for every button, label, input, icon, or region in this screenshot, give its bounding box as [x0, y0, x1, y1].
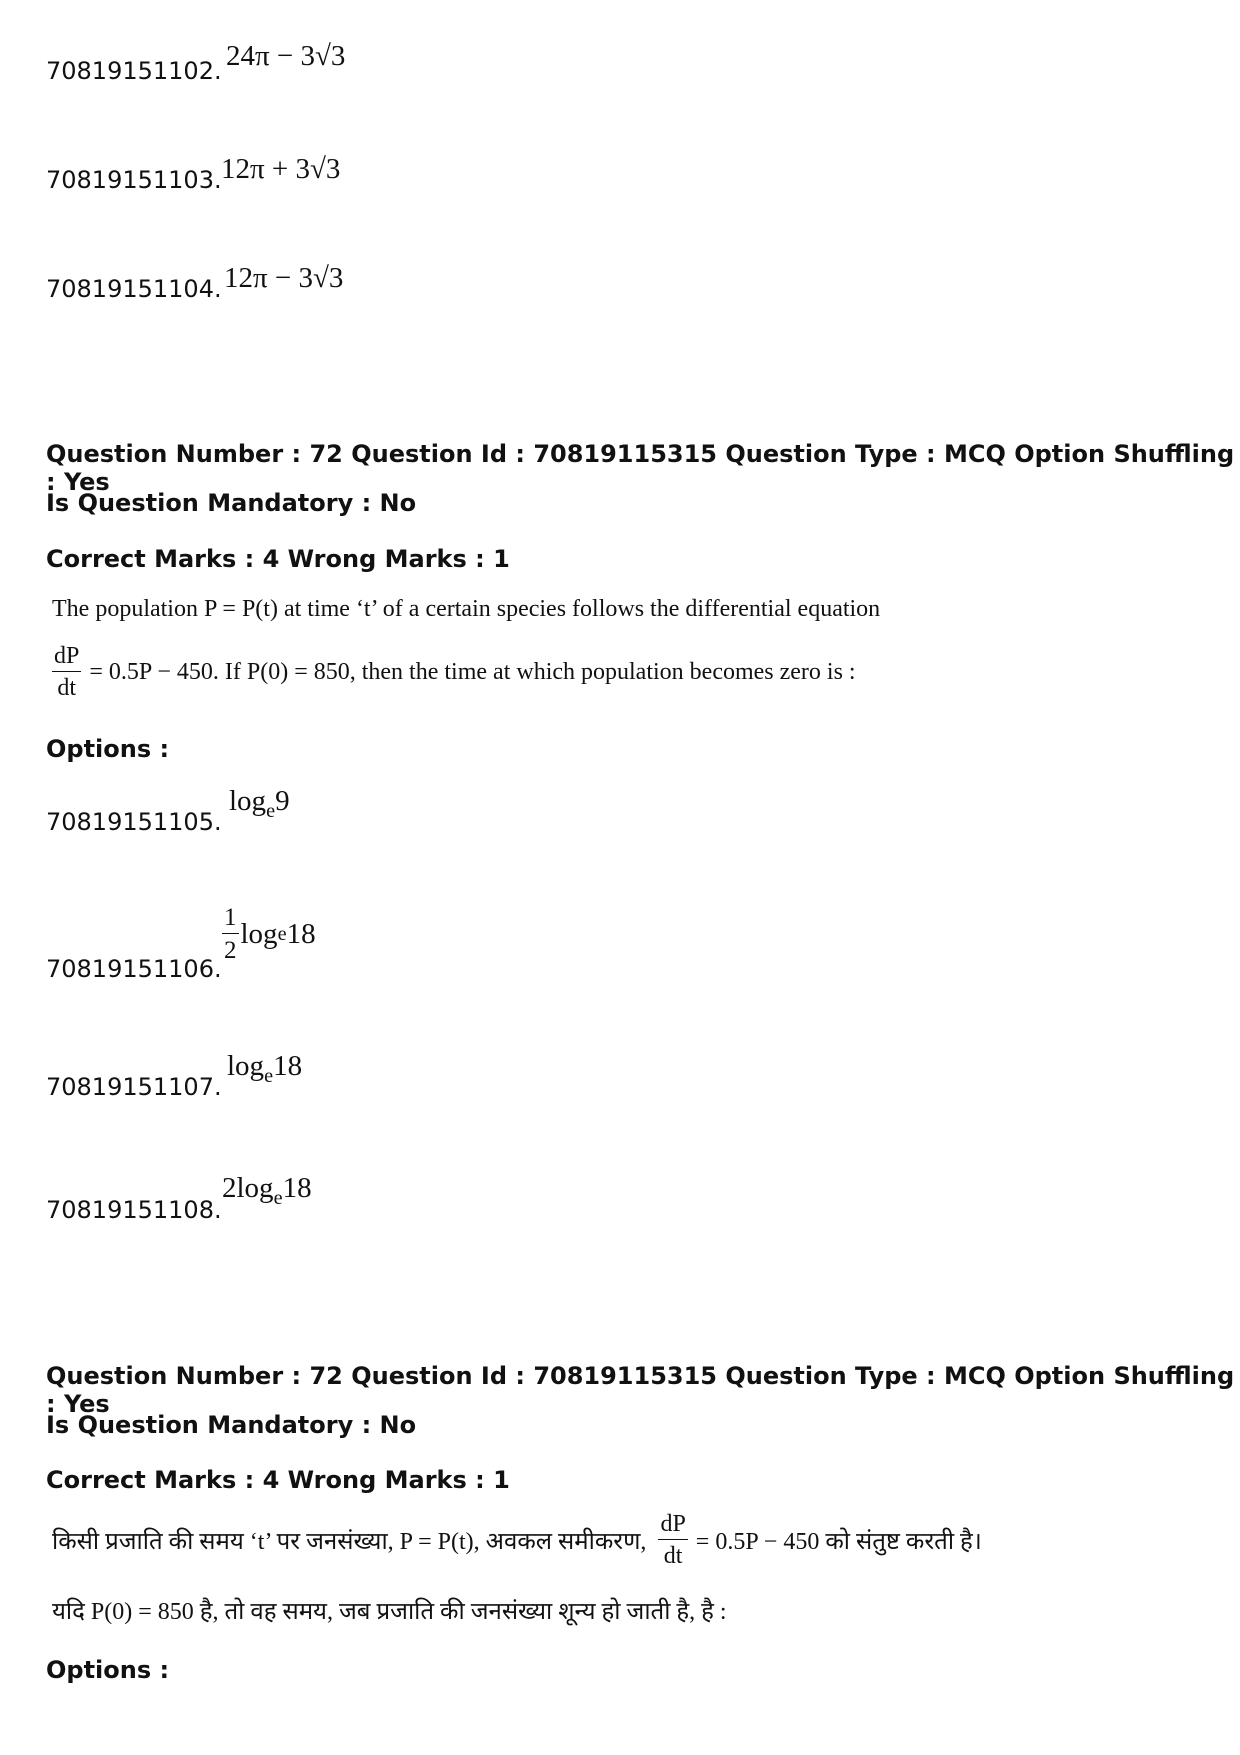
- fraction-numerator: dP: [658, 1512, 687, 1540]
- log-base: e: [264, 1064, 274, 1087]
- log-text: log: [236, 1172, 274, 1204]
- log-base: e: [266, 799, 276, 822]
- log-argument: 18: [286, 917, 316, 950]
- option-id: 70819151102.: [46, 57, 222, 85]
- question-text: The population P = P(t) at time ‘t’ of a certain species follows the differential equation: [52, 596, 881, 622]
- question-header: Question Number : 72 Question Id : 70819115315 Question Type : MCQ Option Shuffling : Yes: [46, 440, 1235, 496]
- question-mandatory: Is Question Mandatory : No: [46, 489, 417, 517]
- derivative-fraction: [658, 1512, 687, 1568]
- log-argument: 18: [273, 1050, 303, 1082]
- option-expression: [229, 785, 290, 823]
- fraction-denominator: dt: [663, 1543, 683, 1569]
- hindi-equation-text: = 0.5P − 450 को संतुष्ट करती है।: [695, 1528, 982, 1555]
- option-expression: 12π + 3√3: [221, 153, 341, 185]
- option-id: 70819151103.: [46, 166, 222, 194]
- option-id: 70819151106.: [46, 955, 222, 983]
- question-text-hindi: [52, 1512, 982, 1568]
- log-text: log: [227, 1050, 265, 1082]
- fraction-denominator: 2: [224, 937, 237, 964]
- fraction-denominator: dt: [57, 675, 77, 701]
- option-expression: 24π − 3√3: [226, 40, 346, 72]
- option-expression: [222, 1172, 312, 1210]
- option-id: 70819151104.: [46, 275, 222, 303]
- log-base: e: [277, 922, 287, 945]
- options-label: Options :: [46, 1656, 170, 1684]
- log-base: e: [273, 1186, 283, 1209]
- log-text: log: [240, 917, 278, 950]
- option-id: 70819151105.: [46, 808, 222, 836]
- fraction-numerator: 1: [222, 905, 239, 934]
- fraction-numerator: dP: [52, 644, 81, 672]
- question-header: Question Number : 72 Question Id : 70819115315 Question Type : MCQ Option Shuffling : Yes: [46, 1362, 1235, 1418]
- question-marks: Correct Marks : 4 Wrong Marks : 1: [46, 1466, 510, 1494]
- options-label: Options :: [46, 735, 170, 763]
- log-argument: 9: [275, 785, 290, 817]
- option-id: 70819151107.: [46, 1073, 222, 1101]
- log-argument: 18: [282, 1172, 312, 1204]
- question-marks: Correct Marks : 4 Wrong Marks : 1: [46, 545, 510, 573]
- derivative-fraction: [52, 644, 81, 700]
- option-expression: [227, 1050, 302, 1088]
- log-text: log: [229, 785, 267, 817]
- option-id: 70819151108.: [46, 1196, 222, 1224]
- question-text-hindi-line2: यदि P(0) = 850 है, तो वह समय, जब प्रजाति की जनसंख्या शून्य हो जाती है, है :: [52, 1599, 727, 1625]
- log-prefix: 2: [222, 1172, 237, 1204]
- option-expression: 12π − 3√3: [224, 262, 344, 294]
- hindi-text: किसी प्रजाति की समय ‘t’ पर जनसंख्या, P = P(t), अवकल समीकरण,: [52, 1528, 647, 1555]
- equation-text: = 0.5P − 450. If P(0) = 850, then the time at which population becomes zero is :: [89, 658, 856, 685]
- option-expression: [222, 905, 316, 963]
- question-equation: [52, 644, 856, 700]
- coefficient-fraction: [222, 905, 239, 963]
- question-mandatory: Is Question Mandatory : No: [46, 1411, 417, 1439]
